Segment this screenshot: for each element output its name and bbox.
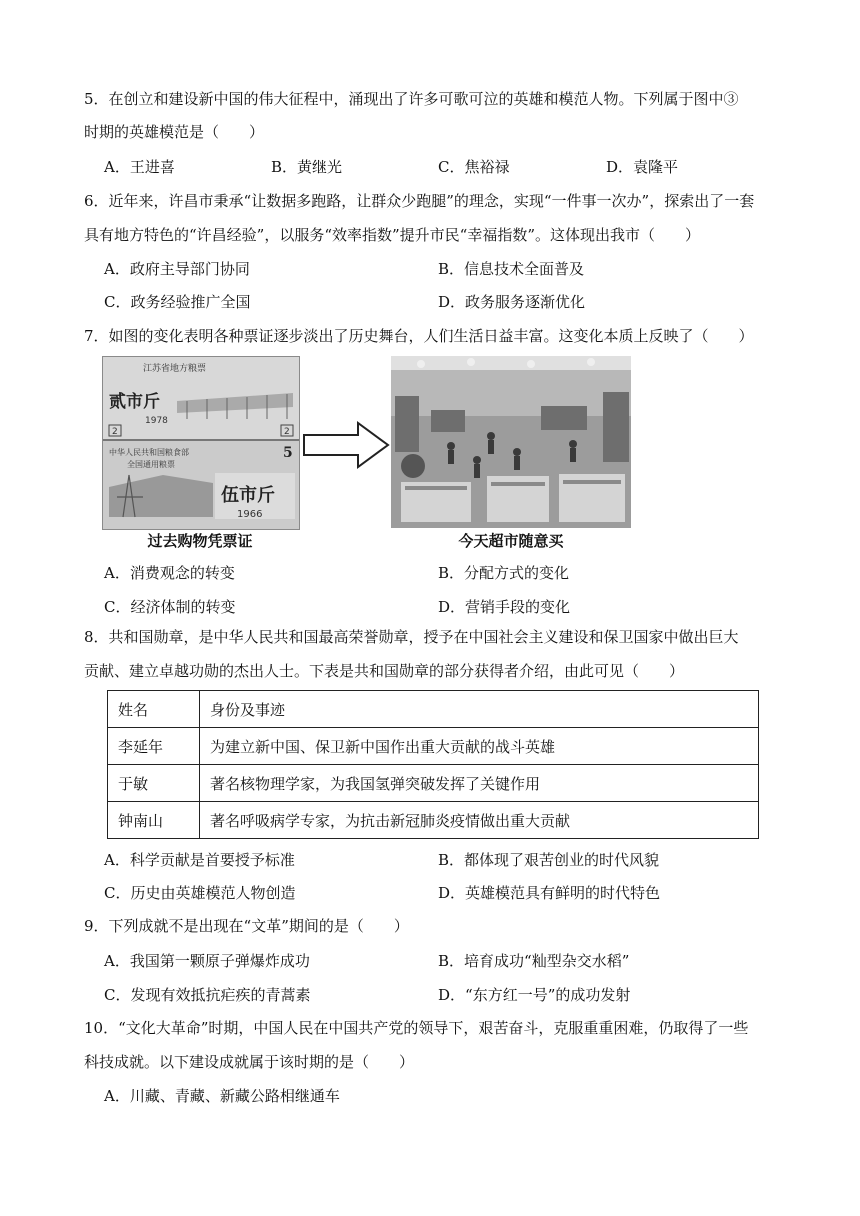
table-cell-name: 钟南山 xyxy=(108,802,200,839)
ticket-top-amount: 贰市斤 xyxy=(109,392,160,412)
table-cell-name: 于敏 xyxy=(108,765,200,802)
ticket-bottom-header-1: 中华人民共和国粮食部 xyxy=(109,448,189,457)
q9-option-b[interactable]: B．培育成功“籼型杂交水稻” xyxy=(438,952,630,970)
q10-stem-line1: 10．“文化大革命”时期，中国人民在中国共产党的领导下，艰苦奋斗，克服重重困难，仍取得了一些 xyxy=(84,1019,749,1037)
q8-stem-line2: 贡献、建立卓越功勋的杰出人士。下表是共和国勋章的部分获得者介绍，由此可见（ ） xyxy=(84,662,685,680)
ticket-bottom-year: 1966 xyxy=(237,509,263,520)
q9-option-d[interactable]: D．“东方红一号”的成功发射 xyxy=(438,986,631,1004)
table-cell-deeds: 为建立新中国、保卫新中国作出重大贡献的战斗英雄 xyxy=(200,728,759,765)
q6-option-c[interactable]: C．政务经验推广全国 xyxy=(104,293,251,311)
ticket-top-year: 1978 xyxy=(145,416,168,426)
q6-stem-line1: 6．近年来，许昌市秉承“让数据多跑路，让群众少跑腿”的理念，实现“一件事一次办”，探索出了一套 xyxy=(84,192,755,210)
ticket-top-corner-right: 2 xyxy=(284,427,290,437)
ticket-bottom-corner: 5 xyxy=(283,445,293,461)
q8-option-c[interactable]: C．历史由英雄模范人物创造 xyxy=(104,884,296,902)
ticket-bottom-amount: 伍市斤 xyxy=(221,485,275,506)
q5-option-d[interactable]: D．袁隆平 xyxy=(606,158,679,176)
table-cell-name: 李延年 xyxy=(108,728,200,765)
q6-option-b[interactable]: B．信息技术全面普及 xyxy=(438,260,585,278)
q7-option-c[interactable]: C．经济体制的转变 xyxy=(104,598,236,616)
q5-stem-line1: 5．在创立和建设新中国的伟大征程中，涌现出了许多可歌可泣的英雄和模范人物。下列属于图中③ xyxy=(84,90,739,108)
q6-option-a[interactable]: A．政府主导部门协同 xyxy=(104,260,250,278)
q5-option-a[interactable]: A．王进喜 xyxy=(104,158,175,176)
table-header-name: 姓名 xyxy=(108,691,200,728)
q5-stem-line2: 时期的英雄模范是（ ） xyxy=(84,123,265,141)
q10-stem-line2: 科技成就。以下建设成就属于该时期的是（ ） xyxy=(84,1053,415,1071)
q7-stem: 7．如图的变化表明各种票证逐步淡出了历史舞台，人们生活日益丰富。这变化本质上反映了（ ） xyxy=(84,327,754,345)
q6-stem-line2: 具有地方特色的“许昌经验”，以服务“效率指数”提升市民“幸福指数”。这体现出我市（ ） xyxy=(84,226,701,244)
ticket-top-corner-left: 2 xyxy=(112,427,118,437)
q7-option-a[interactable]: A．消费观念的转变 xyxy=(104,564,235,582)
supermarket-drawing xyxy=(391,356,631,528)
ticket-top-header: 江苏省地方粮票 xyxy=(143,364,207,374)
table-header-row xyxy=(108,691,759,728)
q9-option-a[interactable]: A．我国第一颗原子弹爆炸成功 xyxy=(104,952,310,970)
ticket-bottom-header-2: 全国通用粮票 xyxy=(127,460,175,469)
table-row xyxy=(108,728,759,765)
medal-recipients-table xyxy=(107,690,759,839)
q8-option-b[interactable]: B．都体现了艰苦创业的时代风貌 xyxy=(438,851,660,869)
q8-option-d[interactable]: D．英雄模范具有鲜明的时代特色 xyxy=(438,884,661,902)
table-cell-deeds: 著名呼吸病学专家，为抗击新冠肺炎疫情做出重大贡献 xyxy=(200,802,759,839)
ration-tickets-photo xyxy=(102,356,300,530)
table-row xyxy=(108,765,759,802)
table-cell-deeds: 著名核物理学家，为我国氢弹突破发挥了关键作用 xyxy=(200,765,759,802)
caption-supermarket: 今天超市随意买 xyxy=(458,532,564,550)
q5-option-c[interactable]: C．焦裕禄 xyxy=(438,158,510,176)
q6-option-d[interactable]: D．政务服务逐渐优化 xyxy=(438,293,586,311)
q9-option-c[interactable]: C．发现有效抵抗疟疾的青蒿素 xyxy=(104,986,311,1004)
q5-option-b[interactable]: B．黄继光 xyxy=(271,158,343,176)
q9-stem: 9．下列成就不是出现在“文革”期间的是（ ） xyxy=(84,917,409,935)
ration-tickets-drawing xyxy=(103,357,299,529)
q10-option-a[interactable]: A．川藏、青藏、新藏公路相继通车 xyxy=(104,1087,340,1105)
table-header-deeds: 身份及事迹 xyxy=(200,691,759,728)
q7-option-b[interactable]: B．分配方式的变化 xyxy=(438,564,570,582)
q8-stem-line1: 8．共和国勋章，是中华人民共和国最高荣誉勋章，授予在中国社会主义建设和保卫国家中做出巨大 xyxy=(84,628,739,646)
q8-option-a[interactable]: A．科学贡献是首要授予标准 xyxy=(104,851,295,869)
caption-past-tickets: 过去购物凭票证 xyxy=(147,532,253,550)
right-arrow-icon xyxy=(302,421,390,469)
table-row xyxy=(108,802,759,839)
supermarket-photo xyxy=(391,356,631,528)
q7-option-d[interactable]: D．营销手段的变化 xyxy=(438,598,571,616)
